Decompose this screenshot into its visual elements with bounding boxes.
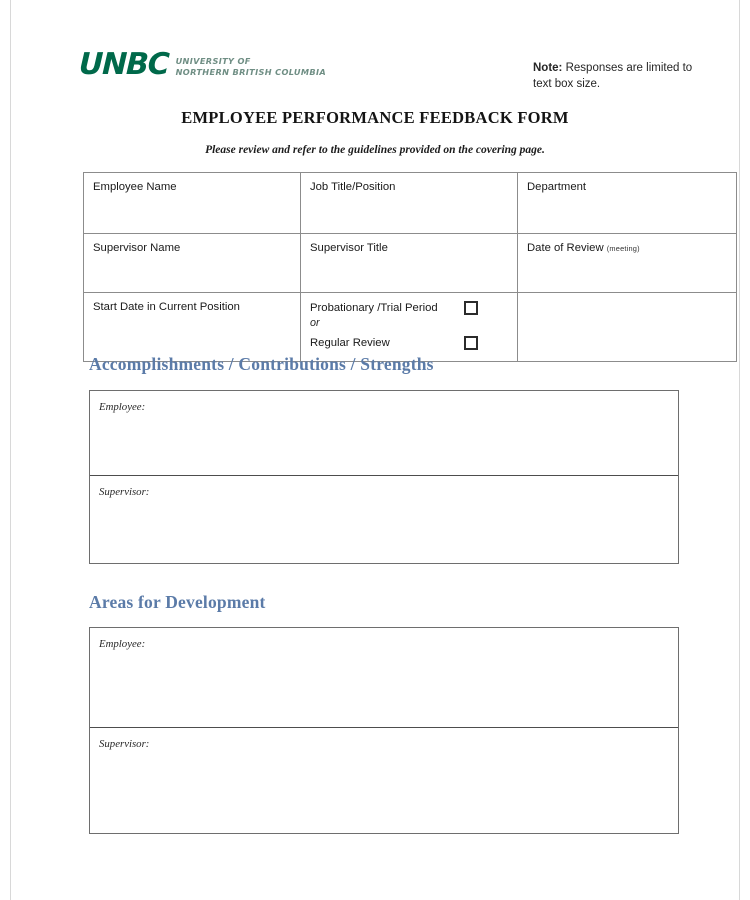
employee-info-table [83,172,737,362]
label-supervisor-name: Supervisor Name [93,242,181,254]
label-supervisor: Supervisor: [99,738,150,750]
response-group-areas-for-development [89,627,679,834]
label-supervisor-title: Supervisor Title [310,242,388,254]
label-department: Department [527,181,587,193]
table-row [84,293,737,362]
response-box-accomplishments-employee[interactable] [90,391,678,476]
label-employee-name: Employee Name [93,181,177,193]
label-regular-review: Regular Review [310,337,390,349]
label-date-of-review-sublabel: (meeting) [606,244,640,253]
unbc-logo-subtitle [176,50,327,78]
response-box-accomplishments-supervisor[interactable] [90,476,678,563]
table-row [84,173,737,234]
response-group-accomplishments [89,390,679,564]
cell-supervisor-name[interactable] [84,234,301,293]
review-type-option-probationary[interactable] [310,301,478,315]
cell-employee-name[interactable] [84,173,301,234]
note-block [533,60,713,93]
review-type-separator: or [310,317,320,329]
label-employee: Employee: [99,638,146,650]
checkbox-probationary[interactable] [464,301,478,315]
cell-department[interactable] [518,173,737,234]
checkbox-regular-review[interactable] [464,336,478,350]
response-box-development-employee[interactable] [90,628,678,728]
review-type-option-regular[interactable] [310,336,478,350]
cell-review-type [301,293,518,362]
label-date-of-review: Date of Review [527,242,604,254]
cell-row3-blank[interactable] [518,293,737,362]
note-label: Note: [533,62,563,74]
label-start-date: Start Date in Current Position [93,301,240,313]
label-probationary: Probationary /Trial Period [310,302,438,314]
label-job-title: Job Title/Position [310,181,396,193]
cell-job-title[interactable] [301,173,518,234]
table-row [84,234,737,293]
document-header [11,44,739,100]
section-heading-areas-for-development: Areas for Development [89,592,266,612]
label-supervisor: Supervisor: [99,486,150,498]
cell-supervisor-title[interactable] [301,234,518,293]
unbc-logo-subtitle-line1: UNIVERSITY OF [175,56,251,66]
cell-start-date[interactable] [84,293,301,362]
cell-date-of-review[interactable] [518,234,737,293]
page-title: EMPLOYEE PERFORMANCE FEEDBACK FORM [181,108,569,127]
unbc-logo [78,47,327,82]
label-employee: Employee: [99,401,146,413]
section-heading-accomplishments: Accomplishments / Contributions / Strengths [89,354,434,374]
page-subtitle: Please review and refer to the guidelines provided on the covering page. [205,144,545,156]
unbc-logo-wordmark: UNBC [78,47,170,82]
unbc-logo-subtitle-line2: NORTHERN BRITISH COLUMBIA [175,66,327,77]
note-text: Responses are limited to text box size. [533,62,693,91]
document-page [10,0,740,900]
response-box-development-supervisor[interactable] [90,728,678,833]
